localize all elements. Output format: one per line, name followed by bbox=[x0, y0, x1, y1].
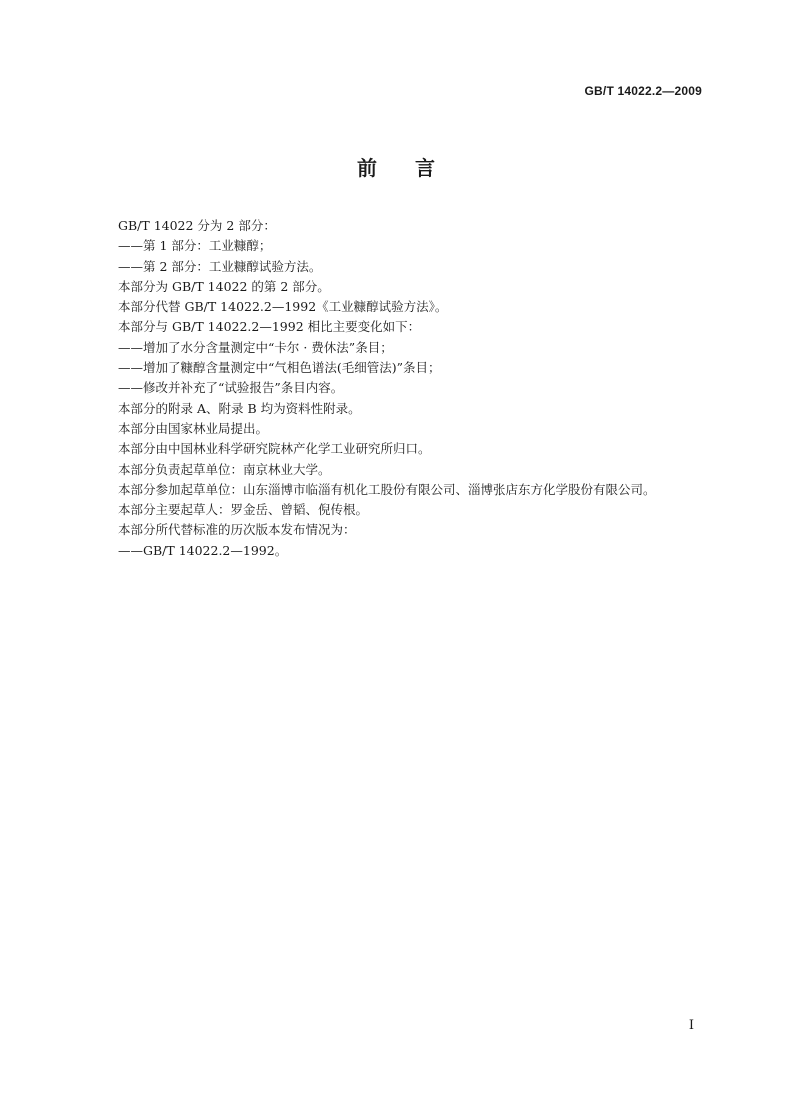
text-line: ——第 2 部分：工业糠醇试验方法。 bbox=[118, 258, 322, 274]
text-line: 本部分由国家林业局提出。 bbox=[118, 420, 269, 436]
page-title bbox=[0, 152, 792, 181]
text-line: 本部分参加起草单位：山东淄博市临淄有机化工股份有限公司、淄博张店东方化学股份有限公司。 bbox=[118, 481, 656, 497]
page-number: I bbox=[688, 1018, 694, 1033]
text-line: ——GB/T 14022.2—1992。 bbox=[118, 542, 288, 558]
title-char-1: 前 bbox=[357, 156, 377, 180]
text-line: 本部分与 GB/T 14022.2—1992 相比主要变化如下： bbox=[118, 319, 421, 335]
text-line: ——第 1 部分：工业糠醇； bbox=[118, 238, 272, 254]
text-line: 本部分的附录 A、附录 B 均为资料性附录。 bbox=[118, 400, 361, 416]
text-line: 本部分为 GB/T 14022 的第 2 部分。 bbox=[118, 278, 330, 294]
text-line: 本部分所代替标准的历次版本发布情况为： bbox=[118, 522, 356, 538]
text-line: 本部分由中国林业科学研究院林产化学工业研究所归口。 bbox=[118, 441, 431, 457]
standard-code: GB/T 14022.2—2009 bbox=[584, 84, 702, 98]
text-line: ——增加了糠醇含量测定中“气相色谱法(毛细管法)”条目； bbox=[118, 360, 441, 376]
text-line: 本部分主要起草人：罗金岳、曾韬、倪传根。 bbox=[118, 502, 369, 518]
foreword-body bbox=[118, 216, 708, 561]
text-line: 本部分负责起草单位：南京林业大学。 bbox=[118, 461, 331, 477]
text-line: ——增加了水分含量测定中“卡尔 · 费休法”条目； bbox=[118, 339, 393, 355]
text-line: ——修改并补充了“试验报告”条目内容。 bbox=[118, 380, 344, 396]
text-line: GB/T 14022 分为 2 部分： bbox=[118, 218, 276, 233]
title-char-2: 言 bbox=[415, 156, 435, 180]
text-line: 本部分代替 GB/T 14022.2—1992《工业糠醇试验方法》。 bbox=[118, 299, 448, 315]
